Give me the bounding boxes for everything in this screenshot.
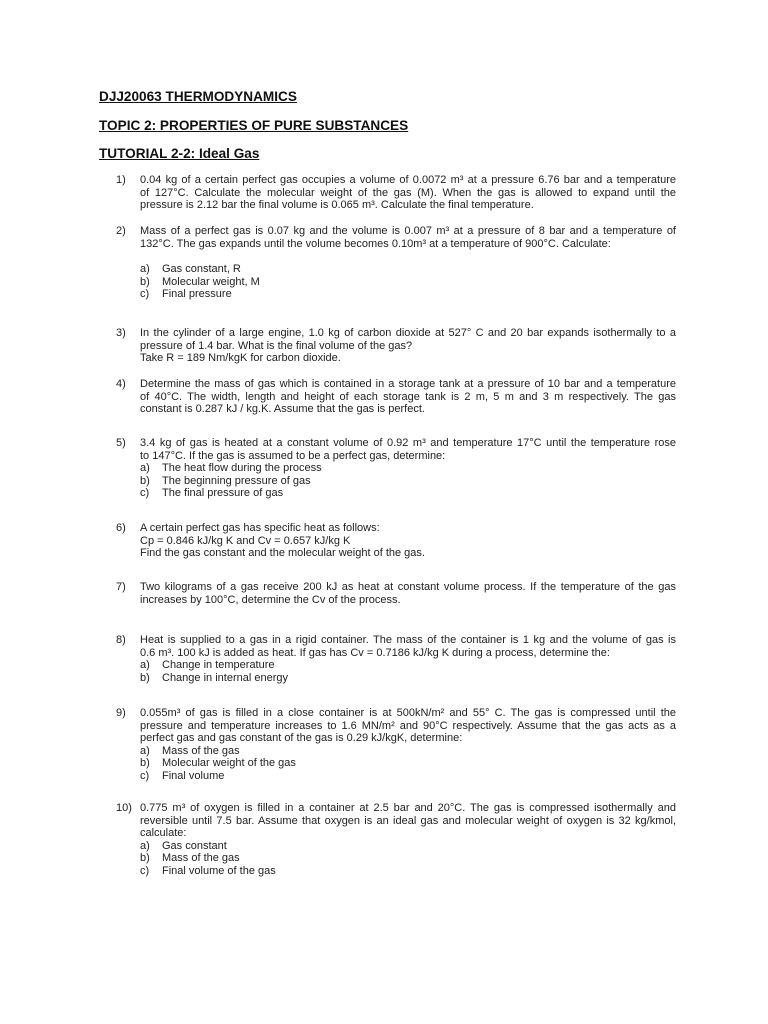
sub-label: c): [140, 487, 150, 499]
sub-text: Final volume: [162, 769, 225, 782]
question-number: 6): [116, 522, 126, 534]
sub-label: b): [140, 474, 150, 487]
question-number: 7): [116, 581, 126, 593]
question-line: 132°C. The gas expands until the volume becomes 0.10m³ at a temperature of 900°C. Calculate:: [140, 237, 611, 250]
question-number: 4): [116, 378, 126, 390]
question-line: constant is 0.287 kJ / kg.K. Assume that the gas is perfect.: [140, 403, 425, 415]
sub-label: b): [140, 671, 150, 684]
sub-label: a): [140, 659, 150, 671]
sub-item: [140, 288, 676, 301]
sub-item: [140, 276, 676, 289]
question-line: In the cylinder of a large engine, 1.0 kg of carbon dioxide at 527° C and 20 bar expands isothermally to a: [140, 327, 676, 339]
question-line: perfect gas and gas constant of the gas is 0.29 kJ/kgK, determine:: [140, 732, 463, 744]
question-line: Cp = 0.846 kJ/kg K and Cv = 0.657 kJ/kg K: [140, 534, 351, 547]
question-1: [116, 174, 676, 212]
question-number: 9): [116, 707, 126, 719]
sub-label: a): [140, 744, 150, 757]
sub-item: [140, 757, 676, 770]
question-3: [116, 327, 676, 365]
sub-item: [140, 475, 676, 488]
question-6: [116, 522, 676, 560]
sub-label: b): [140, 757, 150, 769]
question-8: [116, 634, 676, 684]
question-9: [116, 707, 676, 782]
question-10: [116, 802, 676, 877]
question-number: 2): [116, 225, 126, 237]
tutorial-heading: TUTORIAL 2-2: Ideal Gas: [99, 146, 260, 161]
question-line: of 127°C. Calculate the molecular weight of the gas (M). When the gas is allowed to expand until the: [140, 186, 676, 199]
sub-item: [140, 840, 676, 853]
sub-text: Mass of the gas: [162, 852, 240, 864]
sub-item: [140, 263, 676, 276]
sub-item: [140, 852, 676, 865]
question-line: Find the gas constant and the molecular weight of the gas.: [140, 547, 425, 559]
sub-text: Molecular weight of the gas: [162, 757, 296, 769]
sub-label: a): [140, 263, 150, 275]
sub-text: Molecular weight, M: [162, 275, 260, 288]
question-line: 0.6 m³. 100 kJ is added as heat. If gas has Cv = 0.7186 kJ/kg K during a process, determine the:: [140, 646, 610, 659]
topic-heading: TOPIC 2: PROPERTIES OF PURE SUBSTANCES: [99, 118, 409, 133]
sub-text: Change in internal energy: [162, 671, 288, 684]
sub-text: The beginning pressure of gas: [162, 474, 311, 487]
question-line: Determine the mass of gas which is contained in a storage tank at a pressure of 10 bar and a temperature: [140, 378, 676, 390]
sub-label: b): [140, 852, 150, 864]
course-title: DJJ20063 THERMODYNAMICS: [99, 89, 297, 104]
question-line: 0.775 m³ of oxygen is filled in a container at 2.5 bar and 20°C. The gas is compressed isothermally and: [140, 802, 676, 814]
sub-label: c): [140, 769, 150, 782]
question-2: [116, 225, 676, 301]
sub-label: c): [140, 288, 150, 300]
sub-item: [140, 462, 676, 475]
sub-text: The final pressure of gas: [162, 487, 284, 499]
question-line: 3.4 kg of gas is heated at a constant volume of 0.92 m³ and temperature 17°C until the temperature rose: [140, 437, 676, 449]
question-line: increases by 100°C, determine the Cv of the process.: [140, 593, 401, 606]
sub-label: a): [140, 839, 150, 852]
sub-text: Final pressure: [162, 288, 232, 300]
question-7: [116, 581, 676, 606]
sub-item: [140, 865, 676, 878]
sub-item: [140, 672, 676, 685]
question-4: [116, 378, 676, 416]
sub-item: [140, 487, 676, 500]
question-line: pressure and temperature increases to 1.6 MN/m² and 90°C respectively. Assume that the gas acts as a: [140, 719, 676, 732]
question-number: 1): [116, 174, 126, 186]
question-line: A certain perfect gas has specific heat as follows:: [140, 522, 380, 534]
sub-label: a): [140, 462, 150, 474]
question-line: pressure is 2.12 bar the final volume is 0.065 m³. Calculate the final temperature.: [140, 199, 534, 211]
sub-text: Gas constant: [162, 839, 227, 852]
sub-item: [140, 745, 676, 758]
question-number: 10): [116, 802, 132, 814]
question-line: Mass of a perfect gas is 0.07 kg and the volume is 0.007 m³ at a pressure of 8 bar and a temperature of: [140, 225, 676, 237]
sub-item: [140, 770, 676, 783]
question-line: Two kilograms of a gas receive 200 kJ as heat at constant volume process. If the temperature of the gas: [140, 581, 676, 593]
question-line: Heat is supplied to a gas in a rigid container. The mass of the container is 1 kg and the volume of gas is: [140, 634, 676, 646]
question-line: of 40°C. The width, length and height of each storage tank is 2 m, 5 m and 3 m respectively. The gas: [140, 390, 676, 403]
sub-text: The heat flow during the process: [162, 462, 322, 474]
sub-item: [140, 659, 676, 672]
sub-label: c): [140, 864, 150, 877]
question-5: [116, 437, 676, 500]
question-number: 3): [116, 327, 126, 339]
question-line: 0.04 kg of a certain perfect gas occupies a volume of 0.0072 m³ at a pressure 6.76 bar and a temperature: [140, 174, 676, 186]
question-line: Take R = 189 Nm/kgK for carbon dioxide.: [140, 352, 341, 364]
sub-label: b): [140, 275, 150, 288]
question-line: reversible until 7.5 bar. Assume that oxygen is an ideal gas and molecular weight of oxygen is 32 kg/kmol,: [140, 814, 676, 827]
sub-text: Change in temperature: [162, 659, 275, 671]
sub-text: Gas constant, R: [162, 263, 241, 275]
question-line: to 147°C. If the gas is assumed to be a perfect gas, determine:: [140, 449, 446, 462]
sub-text: Mass of the gas: [162, 744, 240, 757]
question-line: 0.055m³ of gas is filled in a close container is at 500kN/m² and 55° C. The gas is compressed until the: [140, 707, 676, 719]
question-line: pressure of 1.4 bar. What is the final volume of the gas?: [140, 339, 413, 352]
question-line: calculate:: [140, 827, 187, 839]
question-number: 5): [116, 437, 126, 449]
question-number: 8): [116, 634, 126, 646]
sub-text: Final volume of the gas: [162, 864, 276, 877]
